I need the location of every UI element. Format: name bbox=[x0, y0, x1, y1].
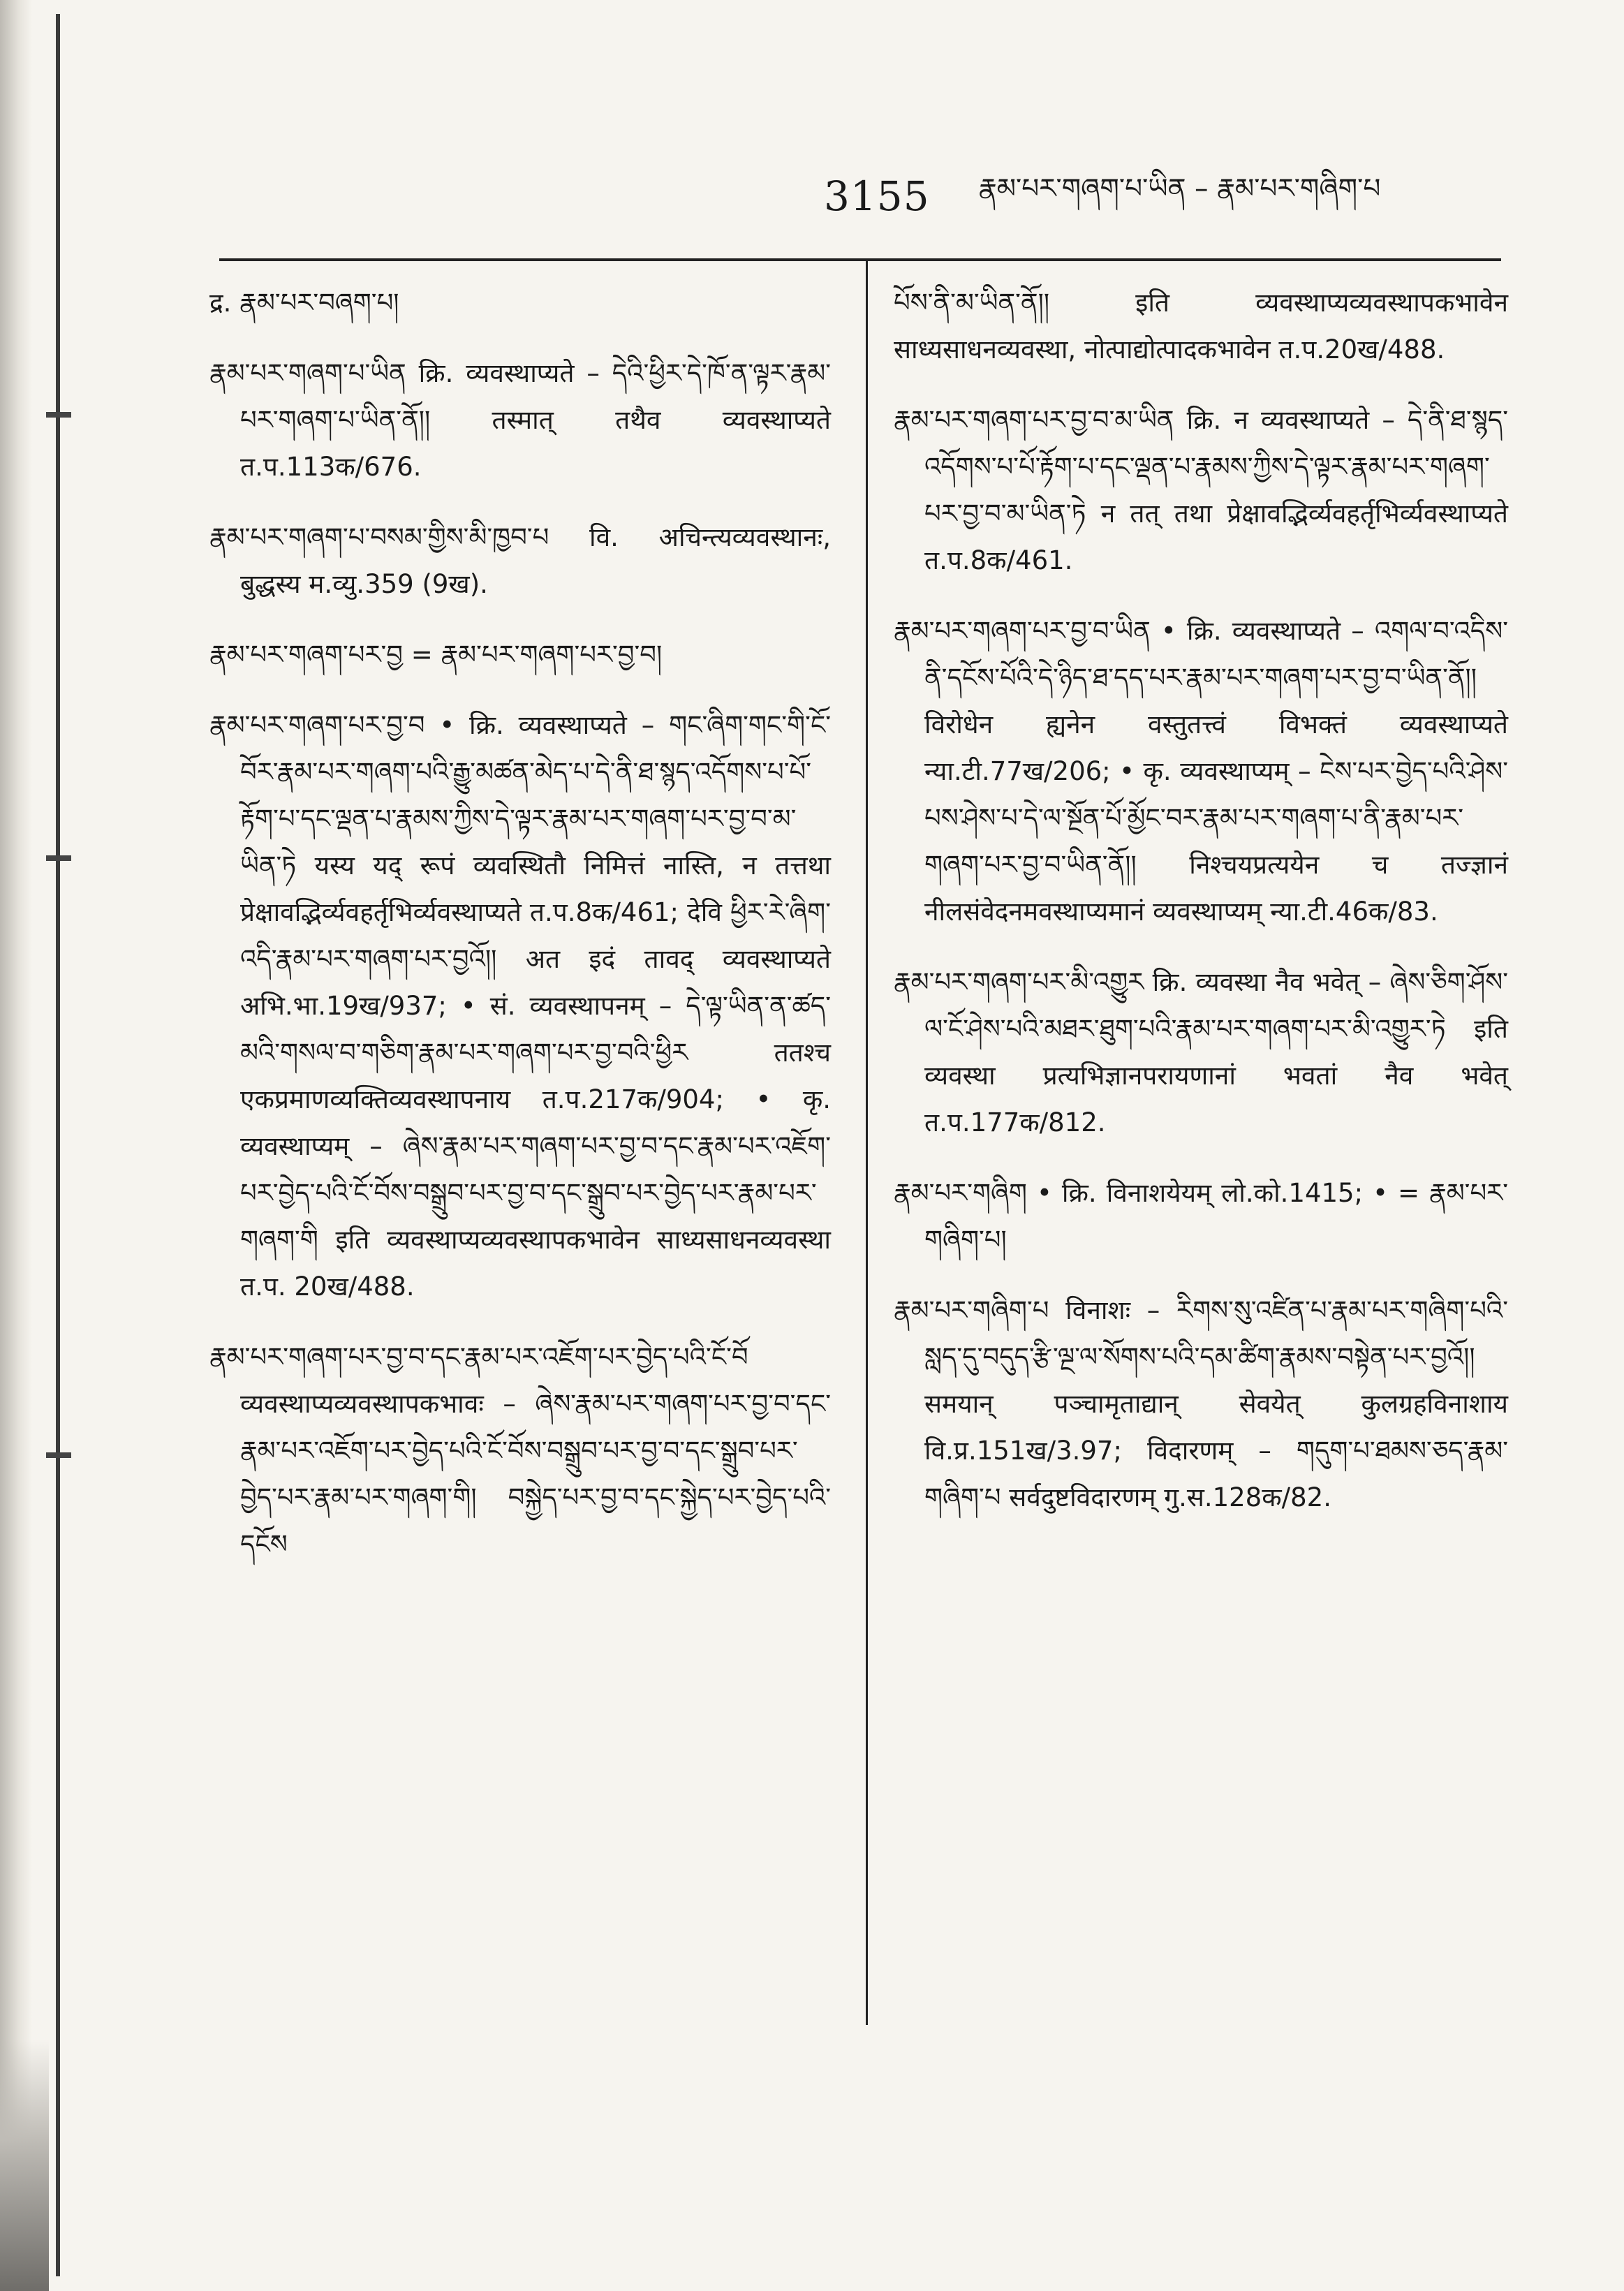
binding-mark bbox=[46, 855, 71, 861]
dictionary-entry: རྣམ་པར་གཞག་པ་བསམ་གྱིས་མི་ཁྱབ་པ वि. अचिन्त्यव्यवस्थानः, बुद्धस्य म.व्यु.359 (9ख). bbox=[209, 522, 831, 599]
header-rule bbox=[219, 258, 1501, 261]
binding-foot-shadow bbox=[0, 2040, 49, 2291]
dictionary-entry: རྣམ་པར་གཞག་པར་བྱ = རྣམ་པར་གཞག་པར་བྱ་བ། bbox=[209, 640, 663, 670]
dictionary-entry-continuation: པོས་ནི་མ་ཡིན་ནོ།། इति व्यवस्थाप्यव्यवस्थापकभावेन साध्यसाधनव्यवस्था, नोत्पाद्योत्पादकभावेन त.प.20ख/488. bbox=[894, 288, 1508, 364]
dictionary-entry: རྣམ་པར་གཞག་པར་བྱ་བ་མ་ཡིན क्रि. न व्यवस्थाप्यते – དེ་ནི་ཐ་སྙད་འདོགས་པ་པོ་རྟོག་པ་དང་ལྡན་པ་རྣམས་ཀྱིས་དེ་ལྟར་རྣམ་པར་གཞག་པར་བྱ་བ་མ་ཡིན་ཏེ न तत् तथा प्रेक्षावद्भिर्व्यवहर्तृभिर्व्यवस्थाप्यते त.प.8क/461. bbox=[894, 405, 1508, 575]
dictionary-entry: རྣམ་པར་གཞིག • क्रि. विनाशयेयम् लो.को.1415; • = རྣམ་པར་གཞིག་པ། bbox=[894, 1178, 1508, 1255]
dictionary-entry: རྣམ་པར་གཞག་པར་མི་འགྱུར क्रि. व्यवस्था नैव भवेत् – ཞེས་ཅིག་ཤོས་ལ་ངོ་ཤེས་པའི་མཐར་ཐུག་པའི་རྣམ་པར་གཞག་པར་མི་འགྱུར་ཏེ इति व्यवस्था प्रत्यभिज्ञानपरायणानां भवतां नैव भवेत् त.प.177क/812. bbox=[894, 967, 1508, 1137]
binding-mark bbox=[46, 1452, 71, 1458]
page-header bbox=[824, 165, 1491, 228]
binding-mark bbox=[46, 412, 71, 418]
dictionary-entry: རྣམ་པར་གཞིག་པ विनाशः – རིགས་སུ་འཛིན་པ་རྣམ་པར་གཞིག་པའི་སླད་དུ་བདུད་རྩི་ལྔ་ལ་སོགས་པའི་དམ་ཚིག་རྣམས་བསྟེན་པར་བྱའོ།། समयान् पञ्चामृताद्यान् सेवयेत् कुलग्रहविनाशाय वि.प्र.151ख/3.97; विदारणम् – གདུག་པ་ཐམས་ཅད་རྣམ་གཞིག་པ सर्वदुष्टविदारणम् गु.स.128क/82. bbox=[894, 1295, 1508, 1512]
dictionary-entry: द्र. རྣམ་པར་བཞག་པ། bbox=[209, 288, 399, 318]
dictionary-entry: རྣམ་པར་གཞག་པར་བྱ་བ་དང་རྣམ་པར་འཇོག་པར་བྱེད་པའི་ངོ་བོ व्यवस्थाप्यव्यवस्थापकभावः – ཞེས་རྣམ་པར་གཞག་པར་བྱ་བ་དང་རྣམ་པར་འཇོག་པར་བྱེད་པའི་ངོ་བོས་བསྒྲུབ་པར་བྱ་བ་དང་སྒྲུབ་པར་བྱེད་པར་རྣམ་པར་གཞག་གི། བསྐྱེད་པར་བྱ་བ་དང་སྐྱེད་པར་བྱེད་པའི་དངོས bbox=[209, 1342, 831, 1559]
book-binding-shadow bbox=[0, 0, 32, 2291]
running-head: རྣམ་པར་གཞག་པ་ཡིན – རྣམ་པར་གཞིག་པ bbox=[978, 173, 1381, 205]
column-divider bbox=[866, 258, 868, 2025]
dictionary-entry: རྣམ་པར་གཞག་པར་བྱ་བ་ཡིན • क्रि. व्यवस्थाप्यते – འགལ་བ་འདིས་ནི་དངོས་པོའི་དེ་ཉིད་ཐ་དད་པར་རྣམ་པར་གཞག་པར་བྱ་བ་ཡིན་ནོ།། विरोधेन ह्यनेन वस्तुतत्त्वं विभक्तं व्यवस्थाप्यते न्या.टी.77ख/206; • कृ. व्यवस्थाप्यम् – ངེས་པར་བྱེད་པའི་ཤེས་པས་ཤེས་པ་དེ་ལ་སྔོན་པོ་མྱོང་བར་རྣམ་པར་གཞག་པ་ནི་རྣམ་པར་གཞག་པར་བྱ་བ་ཡིན་ནོ།། निश्चयप्रत्ययेन च तज्ज्ञानं नीलसंवेदनमवस्थाप्यमानं व्यवस्थाप्यम् न्या.टी.46क/83. bbox=[894, 616, 1508, 927]
dictionary-entry: རྣམ་པར་གཞག་པ་ཡིན क्रि. व्यवस्थाप्यते – དེའི་ཕྱིར་དེ་ཁོ་ན་ལྟར་རྣམ་པར་གཞག་པ་ཡིན་ནོ།། तस्मात् तथैव व्यवस्थाप्यते त.प.113क/676. bbox=[209, 358, 831, 482]
page-number: 3155 bbox=[824, 172, 930, 220]
binding-edge-line bbox=[56, 14, 60, 2276]
dictionary-entry: རྣམ་པར་གཞག་པར་བྱ་བ • क्रि. व्यवस्थाप्यते – གང་ཞིག་གང་གི་ངོ་བོར་རྣམ་པར་གཞག་པའི་རྒྱུ་མཚན་མེད་པ་དེ་ནི་ཐ་སྙད་འདོགས་པ་པོ་རྟོག་པ་དང་ལྡན་པ་རྣམས་ཀྱིས་དེ་ལྟར་རྣམ་པར་གཞག་པར་བྱ་བ་མ་ཡིན་ཏེ यस्य यद् रूपं व्यवस्थितौ निमित्तं नास्ति, न तत्तथा प्रेक्षावद्भिर्व्यवहर्तृभिर्व्यवस्थाप्यते त.प.8क/461; देवि ཕྱིར་རེ་ཞིག་འདི་རྣམ་པར་གཞག་པར་བྱའོ།། अत इदं तावद् व्यवस्थाप्यते अभि.भा.19ख/937; • सं. व्यवस्थापनम् – དེ་ལྟ་ཡིན་ན་ཚད་མའི་གསལ་བ་གཅིག་རྣམ་པར་གཞག་པར་བྱ་བའི་ཕྱིར ततश्च एकप्रमाणव्यक्तिव्यवस्थापनाय त.प.217क/904; • कृ. व्यवस्थाप्यम् – ཞེས་རྣམ་པར་གཞག་པར་བྱ་བ་དང་རྣམ་པར་འཇོག་པར་བྱེད་པའི་ངོ་བོས་བསྒྲུབ་པར་བྱ་བ་དང་སྒྲུབ་པར་བྱེད་པར་རྣམ་པར་གཞག་གི इति व्यवस्थाप्यव्यवस्थापकभावेन साध्यसाधनव्यवस्था त.प. 20ख/488. bbox=[209, 710, 831, 1302]
right-column bbox=[894, 279, 1508, 1545]
left-column bbox=[209, 279, 831, 1591]
